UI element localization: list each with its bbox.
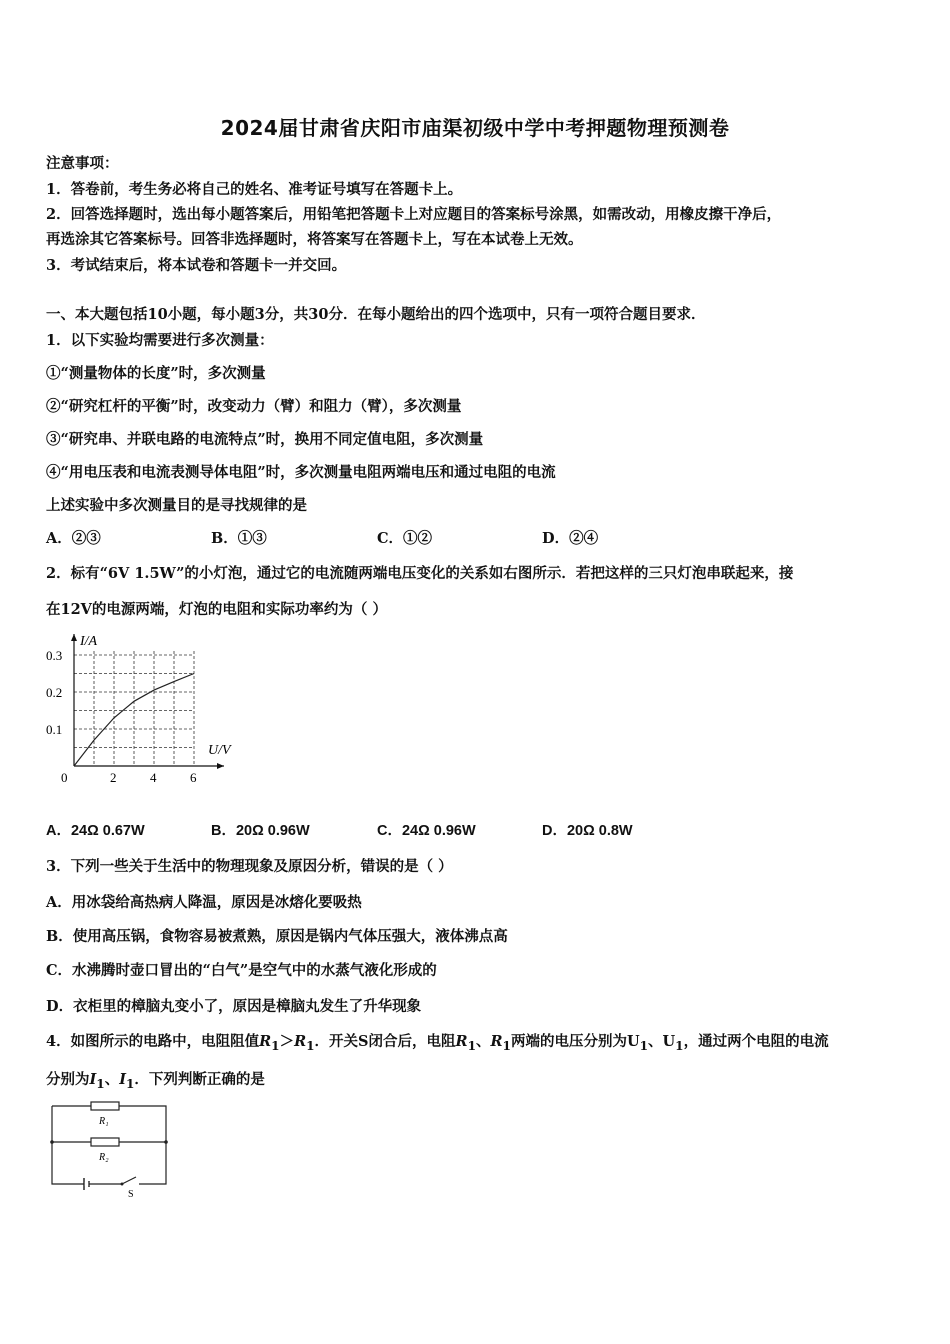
resistor-r1	[91, 1102, 119, 1110]
q1-question: 上述实验中多次测量目的是寻找规律的是	[46, 497, 307, 514]
q2-option-b[interactable]: B．20Ω 0.96W	[211, 823, 310, 839]
q4-sub: 1	[639, 1038, 649, 1053]
q4-sub: 1	[306, 1038, 315, 1053]
y-axis-arrow	[71, 634, 77, 641]
q4-text: 分别为	[46, 1071, 90, 1088]
y-tick-label: 0.1	[46, 722, 63, 737]
q1-option-b[interactable]: B．①③	[211, 530, 267, 547]
q1-option-a[interactable]: A．②③	[46, 530, 101, 547]
q2-option-a[interactable]: A．24Ω 0.67W	[46, 823, 145, 839]
q4-r: R	[455, 1033, 468, 1050]
q3-option-a[interactable]: A．用冰袋给高热病人降温，原因是冰熔化要吸热	[46, 894, 362, 911]
q1-item: ①“测量物体的长度”时，多次测量	[46, 365, 266, 382]
q4-text: ．开关S闭合后，电阻	[314, 1033, 456, 1050]
iu-chart	[40, 628, 240, 788]
notice-item: 3．考试结束后，将本试卷和答题卡一并交回。	[46, 257, 347, 274]
switch-label: S	[128, 1189, 134, 1200]
q1-item: ②“研究杠杆的平衡”时，改变动力（臂）和阻力（臂），多次测量	[46, 398, 462, 415]
q4-r: R	[490, 1033, 503, 1050]
q1-item: ③“研究串、并联电路的电流特点”时，换用不同定值电阻，多次测量	[46, 431, 484, 448]
q4-text: ，通过两个电阻的电流	[683, 1033, 829, 1050]
q4-sub: 1	[675, 1038, 684, 1053]
circuit-wire	[52, 1106, 82, 1184]
y-axis-label: I/A	[80, 634, 98, 649]
q4-sub: 1	[502, 1038, 511, 1053]
q4-sep: 、	[648, 1033, 663, 1050]
q2-option-d[interactable]: D．20Ω 0.8W	[542, 823, 633, 839]
r2-label: R₂	[99, 1152, 109, 1163]
resistor-r2	[91, 1138, 119, 1146]
notice-heading: 注意事项：	[46, 155, 119, 172]
q3-option-d[interactable]: D．衣柜里的樟脑丸变小了，原因是樟脑丸发生了升华现象	[46, 998, 422, 1015]
q2-stem: 2．标有“6V 1.5W”的小灯泡，通过它的电流随两端电压变化的关系如右图所示．若把这样的三只灯泡串联起来，接	[46, 565, 794, 582]
q4-stem	[46, 1068, 265, 1091]
q4-sub: 1	[271, 1038, 280, 1053]
page-title: 2024届甘肃省庆阳市庙渠初级中学中考押题物理预测卷	[220, 116, 730, 140]
q1-item: ④“用电压表和电流表测导体电阻”时，多次测量电阻两端电压和通过电阻的电流	[46, 464, 556, 481]
q1-option-d[interactable]: D．②④	[542, 530, 599, 547]
q2-stem: 在12V的电源两端，灯泡的电阻和实际功率约为（ ）	[46, 601, 387, 618]
q1-stem: 1．以下实验均需要进行多次测量：	[46, 332, 274, 349]
notice-item: 1．答卷前，考生务必将自己的姓名、准考证号填写在答题卡上。	[46, 181, 463, 198]
q4-sub: 1	[467, 1038, 476, 1053]
switch-icon	[122, 1177, 136, 1184]
q3-option-b[interactable]: B．使用高压锅，食物容易被煮熟，原因是锅内气体压强大，液体沸点高	[46, 928, 508, 945]
q4-u: U	[662, 1033, 676, 1050]
q4-i: I	[89, 1071, 97, 1088]
r1-label: R₁	[99, 1116, 109, 1127]
x-tick-label: 4	[150, 770, 157, 785]
circuit-diagram	[44, 1100, 174, 1200]
q4-stem	[46, 1030, 829, 1053]
y-tick-label: 0.2	[46, 685, 63, 700]
notice-item: 再选涂其它答案标号。回答非选择题时，将答案写在答题卡上，写在本试卷上无效。	[46, 231, 583, 248]
q3-option-c[interactable]: C．水沸腾时壶口冒出的“白气”是空气中的水蒸气液化形成的	[46, 962, 437, 979]
q3-stem: 3．下列一些关于生活中的物理现象及原因分析，错误的是（ ）	[46, 858, 453, 875]
q2-option-c[interactable]: C．24Ω 0.96W	[377, 823, 476, 839]
q4-text: ．下列判断正确的是	[134, 1071, 265, 1088]
q4-r: R	[294, 1033, 307, 1050]
x-tick-label: 6	[190, 770, 197, 785]
q4-sub: 1	[126, 1076, 135, 1091]
q4-sub: 1	[96, 1076, 105, 1091]
x-axis-arrow	[217, 763, 224, 769]
q4-gt: ＞	[279, 1033, 295, 1050]
q4-r: R	[259, 1033, 272, 1050]
notice-item: 2．回答选择题时，选出每小题答案后，用铅笔把答题卡上对应题目的答案标号涂黑，如需改动，用橡皮擦干净后，	[46, 206, 782, 223]
q4-i: I	[119, 1071, 126, 1088]
q4-text: 两端的电压分别为U	[510, 1033, 640, 1050]
q1-option-c[interactable]: C．①②	[377, 530, 433, 547]
q4-sep: 、	[475, 1033, 491, 1050]
origin-label: 0	[61, 770, 68, 785]
section-heading: 一、本大题包括10小题，每小题3分，共30分．在每小题给出的四个选项中，只有一项符合题目要求．	[46, 306, 706, 323]
q4-text: 4．如图所示的电路中，电阻阻值	[46, 1033, 260, 1050]
y-tick-label: 0.3	[46, 648, 63, 663]
x-tick-label: 2	[110, 770, 117, 785]
q4-sep: 、	[104, 1071, 120, 1088]
x-axis-label: U/V	[208, 743, 231, 758]
